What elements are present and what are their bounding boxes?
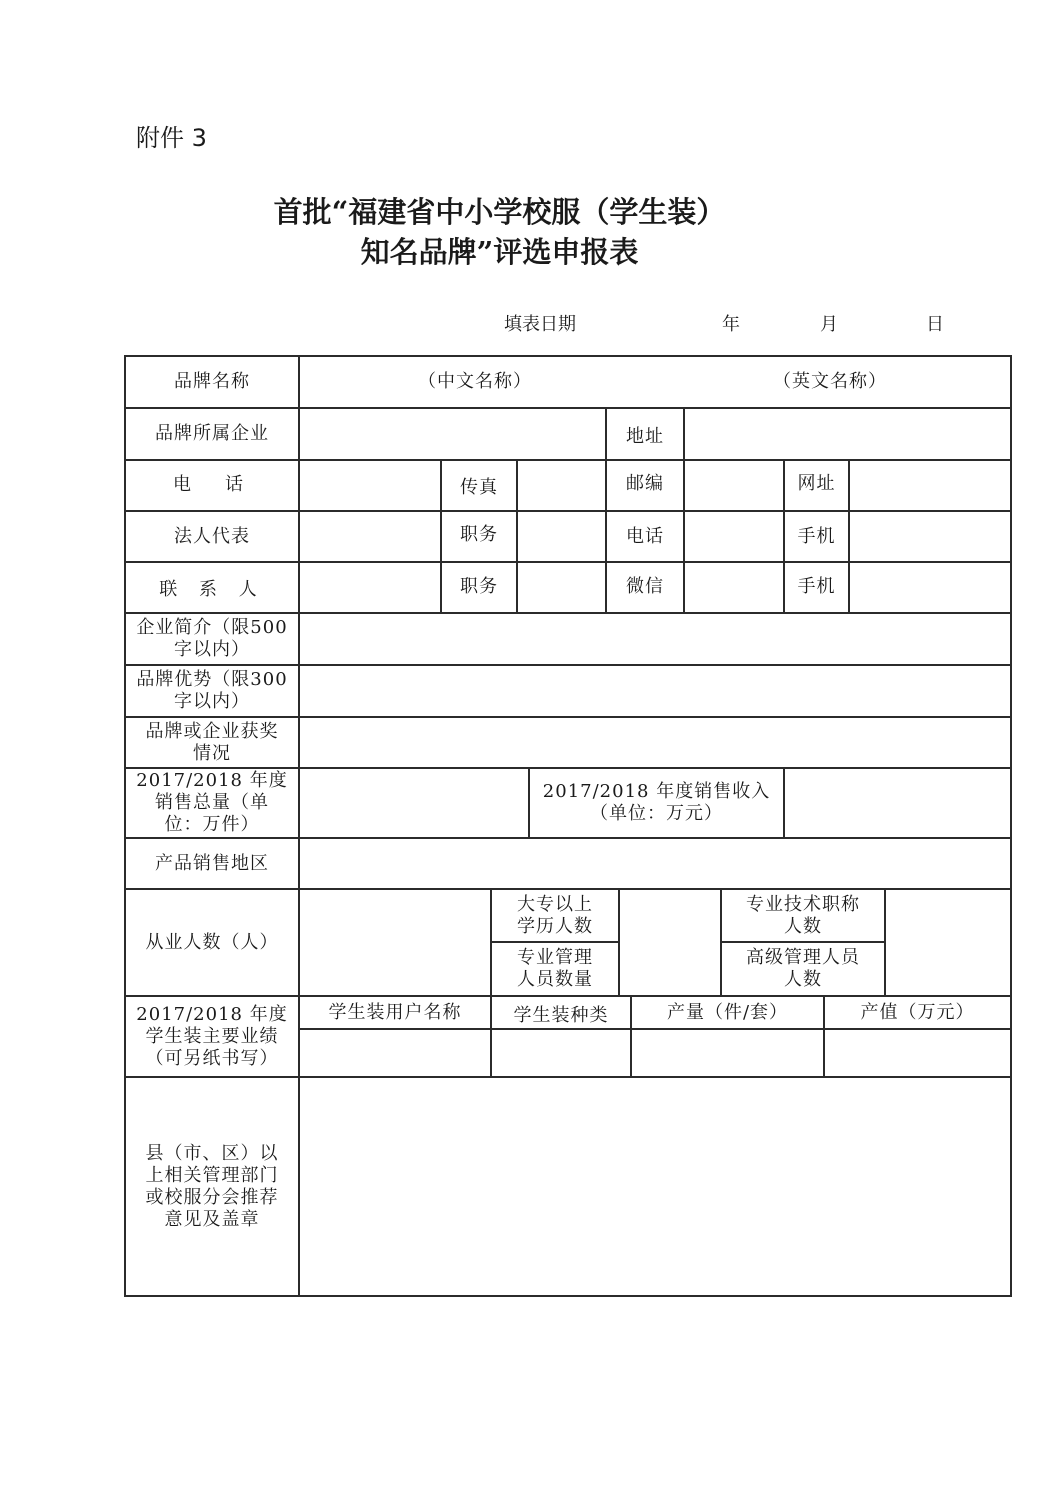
legal-rep-position-field[interactable] xyxy=(518,512,605,561)
col-qty-header: 产量（件/套） xyxy=(666,1001,789,1023)
awards-label xyxy=(126,718,298,767)
sales-revenue-label-line1: 2017/2018 年度销售收入 xyxy=(542,781,771,802)
tech-title-label-line1: 专业技术职称 xyxy=(746,893,860,915)
legal-rep-phone-label: 电话 xyxy=(626,525,664,547)
legal-rep-field[interactable] xyxy=(300,512,440,561)
contact-mobile-label: 手机 xyxy=(797,575,836,597)
performance-label-line2: 学生装主要业绩 xyxy=(145,1025,279,1047)
advantage-label-line1: 品牌优势（限300 xyxy=(136,669,288,690)
intro-label xyxy=(126,614,298,664)
sales-revenue-label-line2: （单位：万元） xyxy=(590,803,723,824)
phone-label: 电 话 xyxy=(173,473,251,495)
col-value-header: 产值（万元） xyxy=(860,1001,975,1023)
company-field[interactable] xyxy=(300,409,605,459)
legal-rep-position-label: 职务 xyxy=(460,523,498,545)
recommend-label-line1: 县（市、区）以 xyxy=(145,1142,279,1164)
recommend-label-line3: 或校服分会推荐 xyxy=(145,1186,279,1208)
address-label: 地址 xyxy=(626,426,664,447)
table-line xyxy=(124,1295,1012,1297)
legal-rep-mobile-label: 手机 xyxy=(797,525,836,547)
company-label: 品牌所属企业 xyxy=(155,423,269,444)
fax-label: 传真 xyxy=(460,476,498,498)
fax-field[interactable] xyxy=(518,461,605,510)
intro-label-line2: 字以内） xyxy=(174,639,250,660)
tech-title-label-line2: 人数 xyxy=(784,915,822,937)
brand-name-label: 品牌名称 xyxy=(174,371,250,392)
sales-volume-label-line3: 位：万件） xyxy=(164,814,260,835)
quantity-field[interactable] xyxy=(632,1030,823,1076)
output-value-field[interactable] xyxy=(825,1030,1010,1076)
college-mgmt-count-field[interactable] xyxy=(620,890,720,995)
fill-date-label: 填表日期 xyxy=(504,314,576,335)
user-name-field[interactable] xyxy=(300,1030,490,1076)
senior-mgmt-label-line2: 人数 xyxy=(784,969,822,990)
mgmt-staff-label xyxy=(492,943,618,995)
region-label: 产品销售地区 xyxy=(155,852,269,874)
advantage-field[interactable] xyxy=(300,666,1010,716)
senior-mgmt-label xyxy=(722,943,884,995)
form-title-line1: 首批“福建省中小学校服（学生装） xyxy=(273,195,726,229)
attachment-label: 附件 3 xyxy=(136,124,207,152)
legal-rep-label: 法人代表 xyxy=(174,525,250,547)
tech-senior-count-field[interactable] xyxy=(886,890,1010,995)
awards-label-line1: 品牌或企业获奖 xyxy=(145,720,279,742)
postcode-field[interactable] xyxy=(685,461,783,510)
contact-position-label: 职务 xyxy=(460,575,498,597)
advantage-label xyxy=(126,666,298,716)
advantage-label-line2: 字以内） xyxy=(174,691,250,712)
tech-title-label xyxy=(722,890,884,941)
intro-label-line1: 企业简介（限500 xyxy=(136,617,288,638)
contact-mobile-field[interactable] xyxy=(850,563,1010,612)
phone-field[interactable] xyxy=(300,461,440,510)
wechat-field[interactable] xyxy=(685,563,783,612)
awards-field[interactable] xyxy=(300,718,1010,767)
address-field[interactable] xyxy=(685,409,1010,459)
sales-revenue-field[interactable] xyxy=(785,769,1010,837)
contact-position-field[interactable] xyxy=(518,563,605,612)
mgmt-staff-label-line1: 专业管理 xyxy=(517,947,593,968)
fill-date-day: 日 xyxy=(926,314,944,335)
uniform-type-field[interactable] xyxy=(492,1030,630,1076)
brand-name-cn-field[interactable]: （中文名称） xyxy=(418,371,532,392)
fill-date-year: 年 xyxy=(722,314,740,335)
postcode-label: 邮编 xyxy=(626,472,664,494)
fill-date-month: 月 xyxy=(820,314,838,335)
college-staff-label xyxy=(492,890,618,941)
intro-field[interactable] xyxy=(300,614,1010,664)
senior-mgmt-label-line1: 高级管理人员 xyxy=(746,947,860,968)
region-field[interactable] xyxy=(300,839,1010,888)
wechat-label: 微信 xyxy=(626,575,664,597)
performance-label-line1: 2017/2018 年度 xyxy=(136,1003,288,1025)
staff-total-field[interactable] xyxy=(300,890,490,995)
contact-label: 联 系 人 xyxy=(159,578,265,600)
sales-volume-label-line2: 销售总量（单 xyxy=(155,792,269,813)
sales-volume-label xyxy=(126,769,298,837)
col-user-header: 学生装用户名称 xyxy=(328,1001,462,1023)
recommend-field[interactable] xyxy=(300,1078,1010,1295)
awards-label-line2: 情况 xyxy=(193,742,231,764)
performance-label xyxy=(126,997,298,1076)
legal-rep-mobile-field[interactable] xyxy=(850,512,1010,561)
recommend-label xyxy=(126,1078,298,1295)
form-title-line2: 知名品牌”评选申报表 xyxy=(360,235,639,269)
recommend-label-line4: 意见及盖章 xyxy=(164,1208,260,1230)
legal-rep-phone-field[interactable] xyxy=(685,512,783,561)
brand-name-en-field[interactable]: （英文名称） xyxy=(773,371,887,392)
contact-field[interactable] xyxy=(300,563,440,612)
website-field[interactable] xyxy=(850,461,1010,510)
col-type-header: 学生装种类 xyxy=(513,1004,609,1026)
staff-label: 从业人数（人） xyxy=(145,931,279,953)
table-line xyxy=(1010,355,1012,1297)
college-staff-label-line1: 大专以上 xyxy=(517,893,593,915)
college-staff-label-line2: 学历人数 xyxy=(517,915,593,937)
sales-volume-field[interactable] xyxy=(300,769,528,837)
performance-label-line3: （可另纸书写） xyxy=(145,1047,279,1069)
website-label: 网址 xyxy=(797,472,836,494)
sales-volume-label-line1: 2017/2018 年度 xyxy=(136,770,288,791)
sales-revenue-label xyxy=(530,769,783,837)
recommend-label-line2: 上相关管理部门 xyxy=(145,1164,279,1186)
mgmt-staff-label-line2: 人员数量 xyxy=(517,969,593,990)
